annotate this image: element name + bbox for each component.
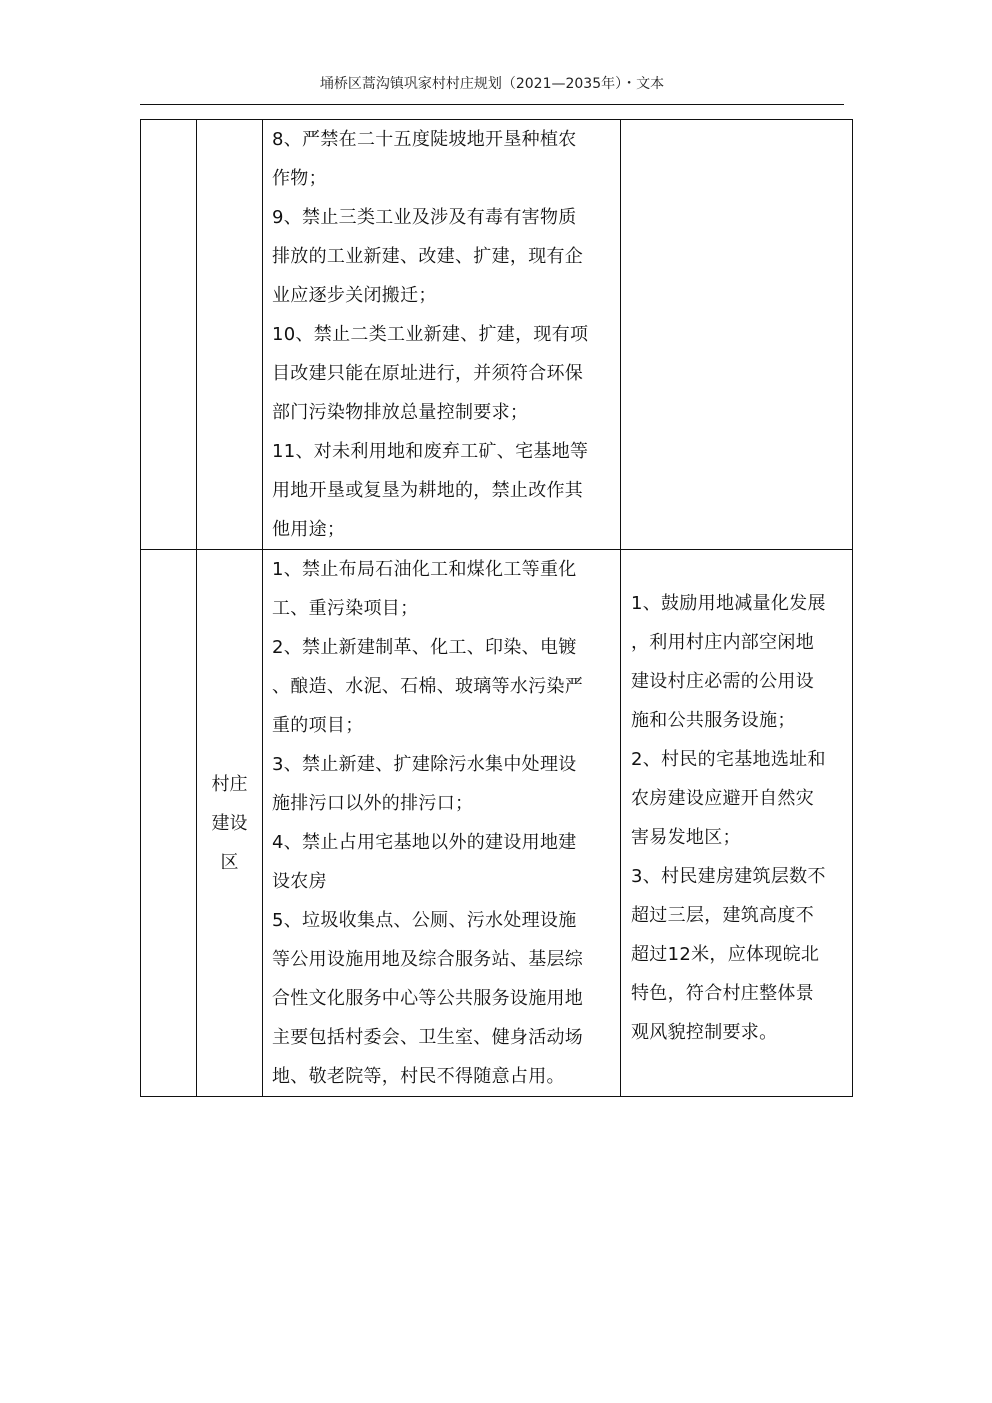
zone-label: 村庄 建设 区 <box>211 773 248 873</box>
category-cell <box>141 550 197 1097</box>
zoning-rules-table <box>140 119 853 1097</box>
zone-cell <box>197 120 263 550</box>
table-row <box>141 550 853 1097</box>
table-row <box>141 120 853 550</box>
guidance-rules-text: 1、鼓励用地减量化发展 ，利用村庄内部空闲地 建设村庄必需的公用设 施和公共服务设施； 2、村民的宅基地选址和 农房建设应避开自然灾 害易发地区； 3、村民建房建筑层数不 超过三层，建筑高度不 超过12米，应体现皖北 特色，符合村庄整体景 观风貌控制要求。 <box>631 593 826 1043</box>
prohibited-rules-text: 1、禁止布局石油化工和煤化工等重化 工、重污染项目； 2、禁止新建制革、化工、印染、电镀 、酿造、水泥、石棉、玻璃等水污染严 重的项目； 3、禁止新建、扩建除污水集中处理设 施排污口以外的排污口； 4、禁止占用宅基地以外的建设用地建 设农房 5、垃圾收集点、公厕、污水处理设施 等公用设施用地及综合服务站、基层综 合性文化服务中心等公共服务设施用地 主要包括村委会、卫生室、健身活动场 地、敬老院等，村民不得随意占用。 <box>272 559 584 1087</box>
prohibited-rules-cell <box>263 120 621 550</box>
prohibited-rules-text: 8、严禁在二十五度陡坡地开垦种植农 作物； 9、禁止三类工业及涉及有毒有害物质 排放的工业新建、改建、扩建，现有企 业应逐步关闭搬迁； 10、禁止二类工业新建、扩建，现有项 目改建只能在原址进行，并须符合环保 部门污染物排放总量控制要求； 11、对未利用地和废弃工矿、宅基地等 用地开垦或复垦为耕地的，禁止改作其 他用途； <box>272 129 589 540</box>
prohibited-rules-cell <box>263 550 621 1097</box>
guidance-rules-cell <box>621 120 853 550</box>
zone-cell <box>197 550 263 1097</box>
header-divider <box>140 104 844 105</box>
page-header-title: 埇桥区蒿沟镇巩家村村庄规划（2021—2035年）・文本 <box>319 76 665 92</box>
guidance-rules-cell <box>621 550 853 1097</box>
category-cell <box>141 120 197 550</box>
